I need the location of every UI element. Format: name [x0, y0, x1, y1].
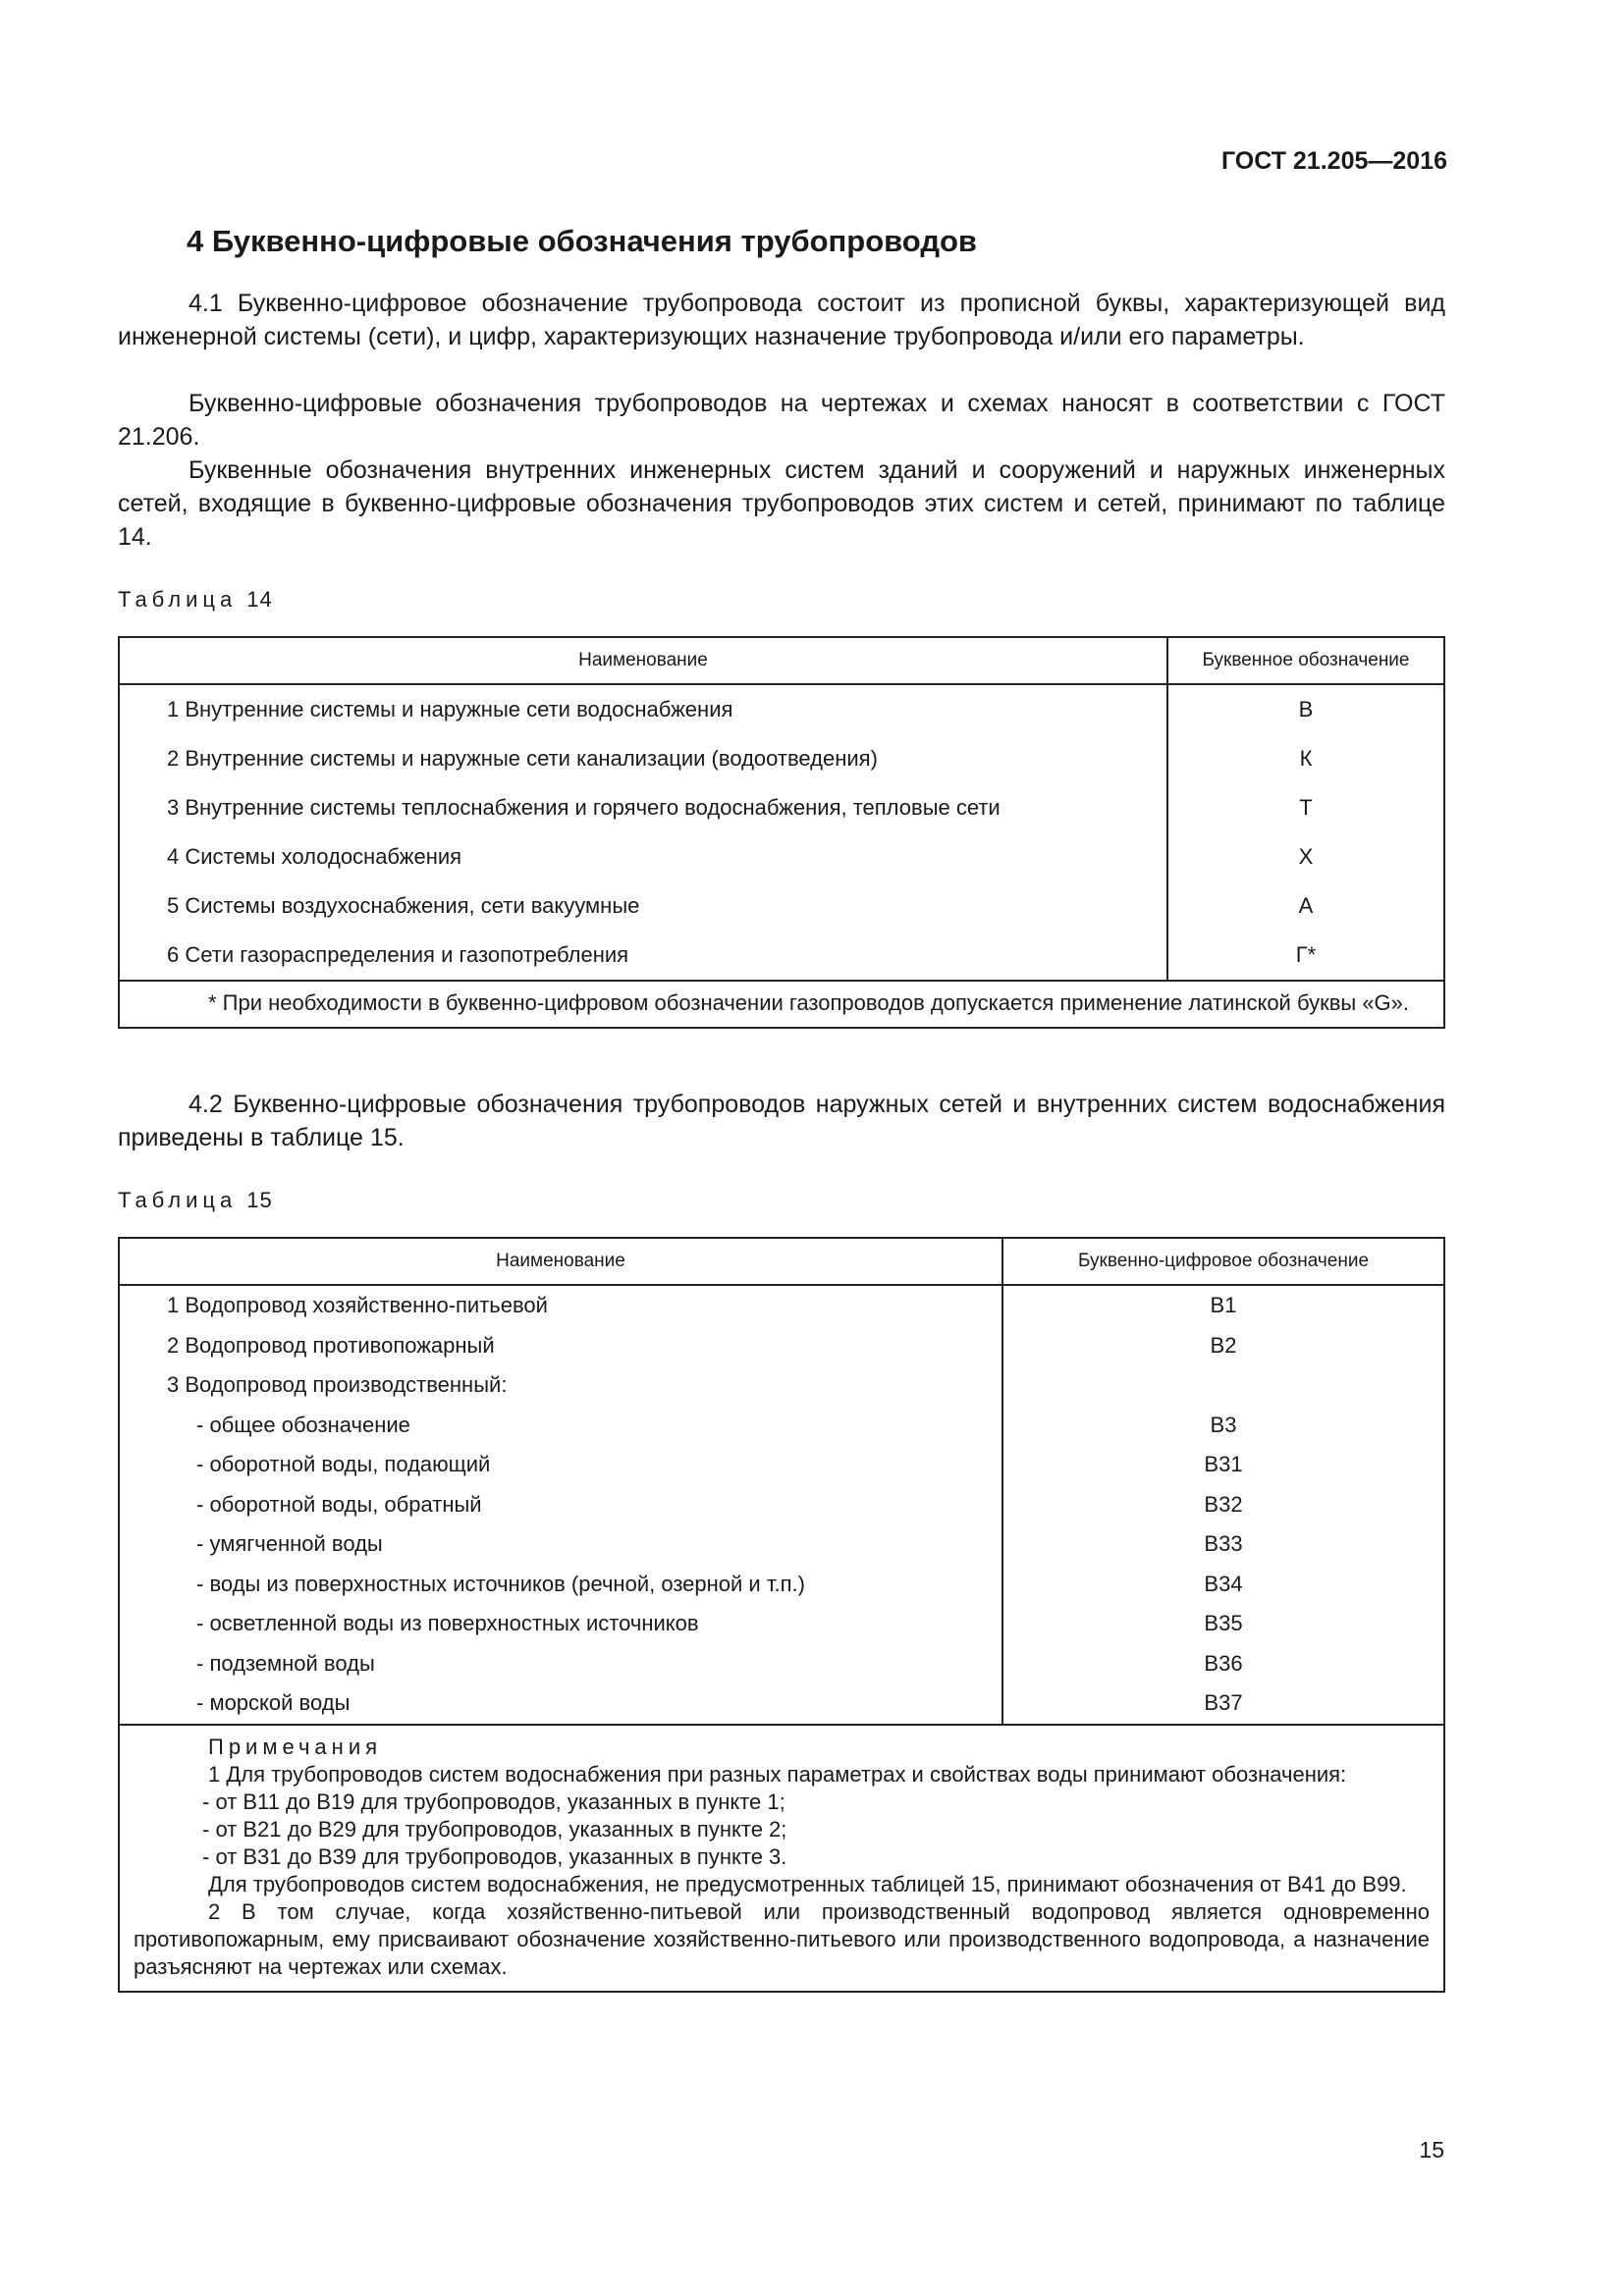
table-row [119, 1524, 1444, 1565]
table-row [119, 1565, 1444, 1605]
row-code: В31 [1002, 1445, 1444, 1485]
table-row [119, 832, 1444, 881]
notes-title: Примечания [208, 1734, 383, 1759]
row-code: В36 [1002, 1644, 1444, 1684]
paragraph-gost-reference: Буквенно-цифровые обозначения трубопроводов на чертежах и схемах наносят в соответствии с ГОСТ 21.206. [118, 390, 1445, 451]
document-code: ГОСТ 21.205—2016 [1220, 147, 1447, 175]
table-notes-row [119, 1725, 1444, 1992]
table-row [119, 1445, 1444, 1485]
row-code: В1 [1002, 1285, 1444, 1326]
row-code: К [1167, 734, 1444, 783]
table-row [119, 931, 1444, 981]
table-caption-word: Таблица [118, 587, 238, 612]
row-name: - подземной воды [196, 1650, 375, 1676]
table-row [119, 684, 1444, 734]
table-row [119, 1604, 1444, 1644]
row-code: В [1167, 684, 1444, 734]
table-row [119, 881, 1444, 931]
row-name: 6 Сети газораспределения и газопотребления [167, 942, 629, 967]
row-name: 2 Водопровод противопожарный [167, 1332, 495, 1358]
row-code: В37 [1002, 1683, 1444, 1725]
row-code: Х [1167, 832, 1444, 881]
row-name: - общее обозначение [196, 1412, 410, 1437]
table-14-caption [118, 587, 273, 613]
note-1-extra: Для трубопроводов систем водоснабжения, не предусмотренных таблицей 15, принимают обозначения от В41 до В99. [208, 1871, 1407, 1896]
table-row [119, 734, 1444, 783]
row-code: В2 [1002, 1326, 1444, 1366]
note-1-item: - от В31 до В39 для трубопроводов, указанных в пункте 3. [202, 1843, 787, 1869]
row-code: А [1167, 881, 1444, 931]
row-name: 4 Системы холодоснабжения [167, 844, 462, 869]
table-row [119, 1683, 1444, 1725]
page-number: 15 [1419, 2137, 1444, 2163]
row-code: Т [1167, 783, 1444, 832]
note-1: 1 Для трубопроводов систем водоснабжения при разных параметрах и свойствах воды принимают обозначения: [208, 1761, 1347, 1787]
table-row [119, 1406, 1444, 1446]
row-name: 2 Внутренние системы и наружные сети канализации (водоотведения) [167, 746, 878, 771]
paragraph-4-1: 4.1 Буквенно-цифровое обозначение трубопровода состоит из прописной буквы, характеризующей вид инженерной системы (сети), и цифр, характеризующих назначение трубопровода и/или его параметры. [118, 290, 1445, 350]
note-1-item: - от В21 до В29 для трубопроводов, указанных в пункте 2; [202, 1816, 787, 1842]
column-header-name: Наименование [119, 1238, 1002, 1285]
table-caption-number: 14 [246, 587, 273, 612]
row-code: В35 [1002, 1604, 1444, 1644]
row-name: 1 Водопровод хозяйственно-питьевой [167, 1293, 548, 1318]
row-code: Г* [1167, 931, 1444, 981]
table-14 [118, 636, 1445, 1029]
table-footnote-row [119, 981, 1444, 1028]
table-caption-word: Таблица [118, 1188, 238, 1212]
table-row [119, 1644, 1444, 1684]
row-name: 3 Внутренние системы теплоснабжения и горячего водоснабжения, тепловые сети [167, 795, 1001, 820]
table-row [119, 1365, 1444, 1406]
table-row [119, 1326, 1444, 1366]
row-name: 3 Водопровод производственный: [167, 1372, 508, 1398]
table-row [119, 1485, 1444, 1525]
table-15-caption [118, 1188, 273, 1213]
row-name: - морской воды [196, 1690, 351, 1716]
row-name: 5 Системы воздухоснабжения, сети вакуумные [167, 893, 640, 918]
row-code: В3 [1002, 1406, 1444, 1446]
table-row [119, 783, 1444, 832]
row-name: - оборотной воды, обратный [196, 1491, 482, 1517]
row-code [1002, 1365, 1444, 1406]
row-name: - воды из поверхностных источников (речной, озерной и т.п.) [196, 1571, 805, 1596]
table-row [119, 1285, 1444, 1326]
row-name: 1 Внутренние системы и наружные сети водоснабжения [167, 697, 733, 721]
table-15 [118, 1237, 1445, 1993]
column-header-code: Буквенное обозначение [1167, 637, 1444, 684]
table-caption-number: 15 [246, 1188, 273, 1212]
row-name: - осветленной воды из поверхностных источников [196, 1611, 699, 1636]
table-footnote: * При необходимости в буквенно-цифровом обозначении газопроводов допускается применение латинской буквы «G». [208, 990, 1410, 1015]
row-name: - умягченной воды [196, 1531, 383, 1557]
column-header-code: Буквенно-цифровое обозначение [1002, 1238, 1444, 1285]
paragraph-4-2: 4.2 Буквенно-цифровые обозначения трубопроводов наружных сетей и внутренних систем водоснабжения приведены в таблице 15. [118, 1091, 1445, 1151]
paragraph-letter-codes: Буквенные обозначения внутренних инженерных систем зданий и сооружений и наружных инженерных сетей, входящие в буквенно-цифровые обозначения трубопроводов этих систем и сетей, принимают по таблице 14. [118, 456, 1445, 551]
column-header-name: Наименование [119, 637, 1167, 684]
note-1-item: - от В11 до В19 для трубопроводов, указанных в пункте 1; [202, 1789, 785, 1814]
section-title: 4 Буквенно-цифровые обозначения трубопроводов [187, 224, 977, 258]
row-code: В34 [1002, 1565, 1444, 1605]
row-code: В33 [1002, 1524, 1444, 1565]
row-name: - оборотной воды, подающий [196, 1452, 491, 1477]
row-code: В32 [1002, 1485, 1444, 1525]
note-2: 2 В том случае, когда хозяйственно-питьевой или производственный водопровод является одновременно противопожарным, ему присваивают обозначение хозяйственно-питьевого или производственного водопровода, а назначение разъясняют на чертежах или схемах. [134, 1898, 1430, 1979]
